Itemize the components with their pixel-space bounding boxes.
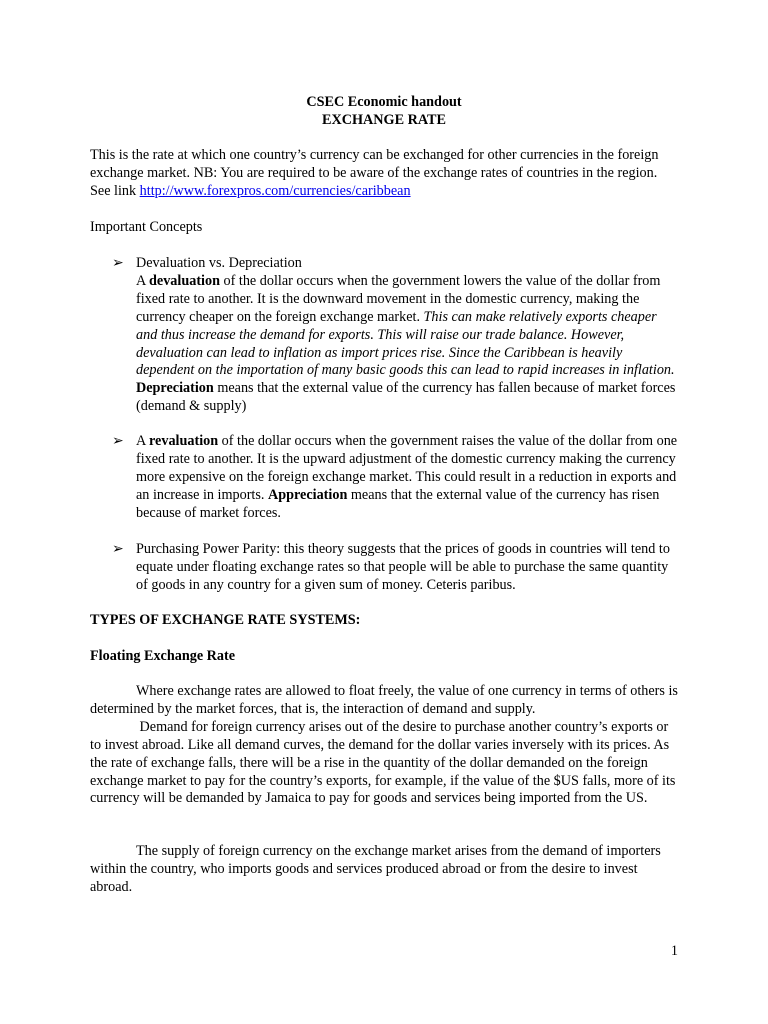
intro-paragraph — [90, 147, 678, 201]
forexpros-link[interactable]: http://www.forexpros.com/currencies/caribbean — [139, 182, 411, 199]
supply-paragraph — [90, 843, 678, 897]
depreciation-term: Depreciation — [136, 380, 214, 397]
page-number: 1 — [670, 943, 678, 959]
devaluation-title: Devaluation vs. Depreciation — [136, 255, 302, 271]
title-line-1: CSEC Economic handout — [306, 94, 462, 110]
bullet-revaluation — [136, 433, 678, 523]
appreciation-text: means that the external value of the currency has risen because of market forces. — [136, 486, 660, 521]
title-line-2: EXCHANGE RATE — [322, 112, 446, 128]
bullet-devaluation — [136, 255, 678, 416]
bullet-arrow-icon: ➢ — [112, 541, 124, 557]
revaluation-term: revaluation — [149, 433, 219, 449]
floating-para-2: Demand for foreign currency arises out of the desire to purchase another country’s exports or to invest abroad. Like all demand curves, the demand for the dollar varies inversely with its prices. As the rate of exchange falls, there will be a rise in the quantity of the dollar demanded on the foreign exchange market to pay for the country’s exports, for example, if the value of the $US falls, more of its currency will be demanded by Jamaica to pay for goods and services being imported from the US. — [90, 718, 676, 807]
revaluation-text: of the dollar occurs when the government raises the value of the dollar from one fixed rate to another. It is the upward adjustment of the domestic currency making the currency more expensive on the foreign exchange market. This could result in a reduction in exports and an increase in imports. — [136, 433, 678, 503]
revaluation-text-a: A — [136, 433, 150, 449]
devaluation-text-a: A — [136, 272, 150, 289]
floating-heading: Floating Exchange Rate — [90, 648, 236, 664]
devaluation-italic-text: This can make relatively exports cheaper and thus increase the demand for exports. This will raise our trade balance. However, devaluation can lead to inflation as import prices rise. Since the Caribbean is heavily dependent on the importation of many basic goods this can lead to rapid increases in inflation. — [136, 308, 675, 379]
types-heading: TYPES OF EXCHANGE RATE SYSTEMS: — [90, 612, 361, 628]
floating-paragraph — [90, 683, 678, 808]
concepts-heading: Important Concepts — [90, 219, 203, 235]
bullet-arrow-icon: ➢ — [112, 255, 124, 271]
floating-para-1: Where exchange rates are allowed to float freely, the value of one currency in terms of others is determined by the market forces, that is, the interaction of demand and supply. — [90, 683, 678, 717]
bullet-arrow-icon: ➢ — [112, 433, 124, 449]
bullet-ppp: Purchasing Power Parity: this theory suggests that the prices of goods in countries will tend to equate under floating exchange rates so that people will be able to purchase the same quantity of goods in any country for a given sum of money. Ceteris paribus. — [136, 541, 670, 593]
devaluation-term: devaluation — [149, 272, 220, 289]
depreciation-text: means that the external value of the currency has fallen because of market forces (demand & supply) — [136, 380, 676, 415]
devaluation-text: of the dollar occurs when the government lowers the value of the dollar from fixed rate to another. It is the downward movement in the domestic currency, making the currency cheaper on the foreign exchange market. — [136, 272, 661, 325]
appreciation-term: Appreciation — [267, 486, 348, 503]
supply-text: The supply of foreign currency on the exchange market arises from the demand of importers within the country, who imports goods and services produced abroad or from the desire to invest abroad. — [90, 843, 661, 895]
intro-text: This is the rate at which one country’s currency can be exchanged for other currencies in the foreign exchange market. NB: You are required to be aware of the exchange rates of countries in the region. See link — [90, 147, 659, 199]
